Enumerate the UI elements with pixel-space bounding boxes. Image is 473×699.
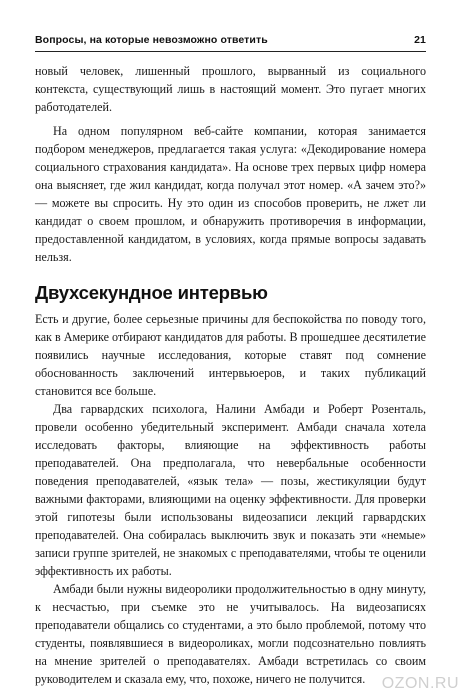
running-header	[35, 34, 426, 48]
section-heading: Двухсекундное интервью	[35, 282, 268, 303]
paragraph: новый человек, лишенный прошлого, вырванный из социального контекста, существующий лишь в настоящий момент. Это пугает многих работодателей.	[35, 64, 426, 114]
watermark-logo: OZON.RU	[381, 675, 459, 692]
paragraph: На одном популярном веб-сайте компании, которая занимается подбором менеджеров, предлагается такая услуга: «Декодирование номера социального страхования кандидата». На основе трех первых цифр номера она выясняет, где жил кандидат, когда получал этот номер. «А зачем это?» — можете вы спросить. Ну это один из способов проверить, не лжет ли кандидат о своем прошлом, и обнаружить противоречия в информации, предоставленной кандидатом, в условиях, когда прямые вопросы задавать нельзя.	[35, 124, 426, 264]
paragraph: Амбади были нужны видеоролики продолжительностью в одну минуту, к несчастью, при съемке это не учитывалось. На видеозаписях преподаватели общались со студентами, а это было проблемой, потому что студенты, появлявшиеся в видеороликах, могли подсознательно повлиять на мнение зрителей о преподавателях. Амбади встретилась со своим руководителем и сказала ему, что, похоже, ничего не получится.	[35, 582, 426, 686]
chapter-title: Вопросы, на которые невозможно ответить	[35, 34, 268, 46]
paragraph: Есть и другие, более серьезные причины для беспокойства по поводу того, как в Америке отбирают кандидатов для работы. В прошедшее десятилетие появились научные исследования, которые ставят под сомнение обоснованность заключений интервьюеров, и таких публикаций становится все больше.	[35, 312, 426, 398]
paragraph: Два гарвардских психолога, Налини Амбади и Роберт Розенталь, провели особенно убедительный эксперимент. Амбади сначала хотела исследовать факторы, влияющие на эффективность работы преподавателей. Она предполагала, что невербальные особенности поведения преподавателей, «язык тела» — позы, жестикуляции будут важными факторами, влияющими на оценку эффективности. Для проверки этой гипотезы были использованы видеозаписи лекций гарвардских преподавателей. Она собиралась выключить звук и показать эти «немые» записи группе зрителей, не знакомых с преподавателями, чтобы те оценили эффективность их работы.	[35, 402, 426, 578]
body-text	[35, 62, 426, 688]
page-number: 21	[414, 34, 426, 46]
header-rule	[35, 51, 426, 52]
